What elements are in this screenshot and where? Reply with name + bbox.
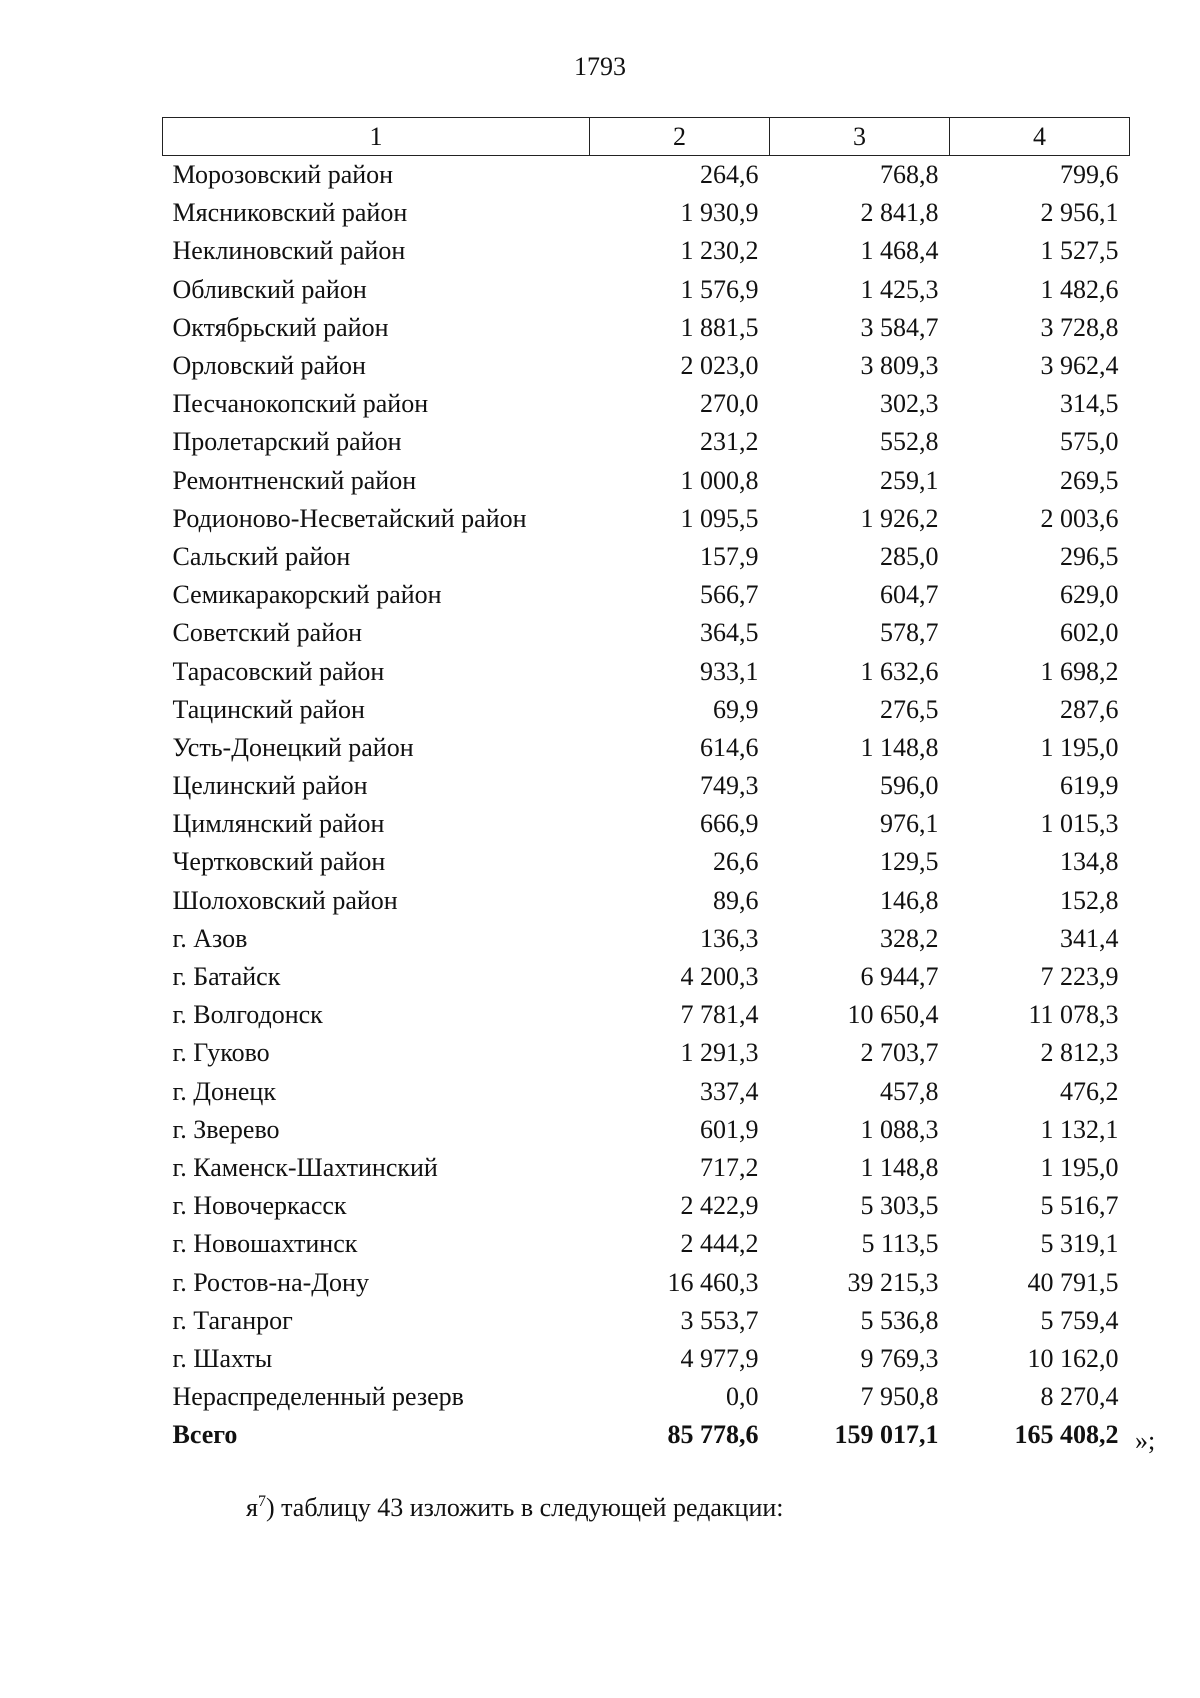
value-cell-col-3: 276,5: [880, 694, 939, 724]
row-label: Шолоховский район: [172, 885, 398, 915]
row-label: г. Гуково: [172, 1038, 270, 1068]
row-label: Песчанокопский район: [172, 389, 429, 419]
table-header: [163, 118, 1130, 156]
value-cell-col-4: 602,0: [1060, 618, 1119, 648]
row-label: Цимлянский район: [172, 809, 385, 839]
row-label: Морозовский район: [172, 160, 394, 190]
value-cell-col-3: 457,8: [880, 1076, 939, 1106]
value-cell-col-2: 2 023,0: [680, 351, 759, 381]
row-label: г. Азов: [172, 923, 248, 953]
value-cell-col-2: 337,4: [700, 1076, 759, 1106]
row-label: Ремонтненский район: [172, 465, 417, 495]
value-cell-col-4: 5 759,4: [1040, 1305, 1119, 1335]
value-cell-col-2: 1 095,5: [680, 503, 759, 533]
value-cell-col-3: 259,1: [880, 465, 939, 495]
value-cell-col-4: 3 728,8: [1040, 312, 1119, 342]
value-cell-col-3: 1 632,6: [860, 656, 939, 686]
row-label: Родионово-Несветайский район: [172, 503, 527, 533]
value-cell-col-4: 40 791,5: [1027, 1267, 1119, 1297]
table-row: [163, 194, 1130, 232]
row-label: Неклиновский район: [172, 236, 406, 266]
value-cell-col-2: 16 460,3: [667, 1267, 759, 1297]
table-row: [163, 1187, 1130, 1225]
table-header-row: [163, 118, 1130, 156]
value-cell-col-4: 314,5: [1060, 389, 1119, 419]
value-cell-col-4: 3 962,4: [1040, 351, 1119, 381]
value-cell-col-4: 11 078,3: [1028, 1000, 1119, 1030]
value-cell-col-3: 578,7: [880, 618, 939, 648]
table-row: [163, 958, 1130, 996]
budget-table-container: [162, 117, 1129, 1454]
row-label: Советский район: [172, 618, 363, 648]
column-header-2: 2: [590, 118, 770, 156]
value-cell-col-4: 1 132,1: [1040, 1114, 1119, 1144]
value-cell-col-3: 976,1: [880, 809, 939, 839]
table-row: [163, 1111, 1130, 1149]
row-label: Тарасовский район: [172, 656, 385, 686]
table-row: [163, 1149, 1130, 1187]
value-cell-col-4: 5 319,1: [1040, 1229, 1119, 1259]
value-cell-col-4: 287,6: [1060, 694, 1119, 724]
value-cell-col-2: 364,5: [700, 618, 759, 648]
row-label: г. Батайск: [172, 962, 281, 992]
total-value-col-4: 165 408,2: [1014, 1420, 1119, 1450]
value-cell-col-4: 629,0: [1060, 580, 1119, 610]
row-label: Обливский район: [172, 274, 367, 304]
value-cell-col-2: 601,9: [700, 1114, 759, 1144]
value-cell-col-4: 476,2: [1060, 1076, 1119, 1106]
value-cell-col-3: 3 584,7: [860, 312, 939, 342]
value-cell-col-4: 1 698,2: [1040, 656, 1119, 686]
row-label: Усть-Донецкий район: [172, 732, 414, 762]
value-cell-col-3: 5 303,5: [860, 1191, 939, 1221]
value-cell-col-3: 2 703,7: [860, 1038, 939, 1068]
value-cell-col-2: 270,0: [700, 389, 759, 419]
table-row: [163, 156, 1130, 195]
value-cell-col-4: 1 482,6: [1040, 274, 1119, 304]
table-row: [163, 1340, 1130, 1378]
row-label: Нераспределенный резерв: [172, 1382, 464, 1412]
table-row: [163, 462, 1130, 500]
table-row: [163, 347, 1130, 385]
value-cell-col-3: 1 425,3: [860, 274, 939, 304]
page-number: 1793: [574, 52, 626, 81]
table-row: [163, 309, 1130, 347]
value-cell-col-2: 4 200,3: [680, 962, 759, 992]
total-label: Всего: [172, 1420, 238, 1450]
table-row: [163, 1073, 1130, 1111]
value-cell-col-3: 1 148,8: [860, 1152, 939, 1182]
value-cell-col-3: 5 113,5: [861, 1229, 939, 1259]
value-cell-col-4: 134,8: [1060, 847, 1119, 877]
table-row: [163, 271, 1130, 309]
value-cell-col-3: 5 536,8: [860, 1305, 939, 1335]
row-label: Орловский район: [172, 351, 366, 381]
value-cell-col-3: 129,5: [880, 847, 939, 877]
value-cell-col-4: 1 195,0: [1040, 1152, 1119, 1182]
table-row: [163, 996, 1130, 1034]
value-cell-col-4: 2 003,6: [1040, 503, 1119, 533]
value-cell-col-2: 3 553,7: [680, 1305, 759, 1335]
row-label: г. Зверево: [172, 1114, 280, 1144]
table-row: [163, 1263, 1130, 1301]
table-row: [163, 882, 1130, 920]
value-cell-col-2: 1 291,3: [680, 1038, 759, 1068]
note-prefix: я: [246, 1493, 258, 1522]
value-cell-col-3: 6 944,7: [860, 962, 939, 992]
value-cell-col-2: 69,9: [713, 694, 759, 724]
value-cell-col-2: 1 000,8: [680, 465, 759, 495]
amendment-note: [246, 1490, 784, 1526]
column-header-1: 1: [163, 118, 590, 156]
row-label: г. Шахты: [172, 1343, 273, 1373]
value-cell-col-4: 1 195,0: [1040, 732, 1119, 762]
value-cell-col-3: 39 215,3: [847, 1267, 939, 1297]
table-row: [163, 729, 1130, 767]
value-cell-col-2: 136,3: [700, 923, 759, 953]
note-text: ) таблицу 43 изложить в следующей редакции:: [265, 1493, 784, 1522]
value-cell-col-4: 619,9: [1060, 771, 1119, 801]
table-row: [163, 538, 1130, 576]
row-label: Октябрьский район: [172, 312, 389, 342]
value-cell-col-2: 4 977,9: [680, 1343, 759, 1373]
value-cell-col-2: 1 881,5: [680, 312, 759, 342]
value-cell-col-3: 1 088,3: [860, 1114, 939, 1144]
value-cell-col-3: 768,8: [880, 160, 939, 190]
value-cell-col-2: 2 422,9: [680, 1191, 759, 1221]
table-row: [163, 1034, 1130, 1072]
row-label: г. Донецк: [172, 1076, 276, 1106]
column-header-3: 3: [770, 118, 950, 156]
value-cell-col-2: 26,6: [713, 847, 759, 877]
table-row: [163, 576, 1130, 614]
value-cell-col-3: 328,2: [880, 923, 939, 953]
value-cell-col-4: 10 162,0: [1027, 1343, 1119, 1373]
value-cell-col-3: 146,8: [880, 885, 939, 915]
table-row: [163, 232, 1130, 270]
value-cell-col-2: 717,2: [700, 1152, 759, 1182]
value-cell-col-3: 9 769,3: [860, 1343, 939, 1373]
value-cell-col-2: 264,6: [700, 160, 759, 190]
value-cell-col-4: 341,4: [1060, 923, 1119, 953]
value-cell-col-2: 231,2: [700, 427, 759, 457]
value-cell-col-4: 575,0: [1060, 427, 1119, 457]
table-row: [163, 1302, 1130, 1340]
row-label: Сальский район: [172, 541, 351, 571]
table-row: [163, 614, 1130, 652]
value-cell-col-3: 3 809,3: [860, 351, 939, 381]
table-row: [163, 652, 1130, 690]
value-cell-col-3: 302,3: [880, 389, 939, 419]
table-row: [163, 805, 1130, 843]
table-row: [163, 423, 1130, 461]
table-row: [163, 1225, 1130, 1263]
value-cell-col-4: 7 223,9: [1040, 962, 1119, 992]
value-cell-col-2: 7 781,4: [680, 1000, 759, 1030]
value-cell-col-3: 2 841,8: [860, 198, 939, 228]
row-label: г. Новошахтинск: [172, 1229, 358, 1259]
table-row: [163, 843, 1130, 881]
value-cell-col-3: 552,8: [880, 427, 939, 457]
value-cell-col-3: 285,0: [880, 541, 939, 571]
value-cell-col-3: 1 468,4: [860, 236, 939, 266]
value-cell-col-4: 1 527,5: [1040, 236, 1119, 266]
value-cell-col-3: 596,0: [880, 771, 939, 801]
table-body: [163, 156, 1130, 1455]
row-label: г. Ростов-на-Дону: [172, 1267, 369, 1297]
value-cell-col-4: 2 956,1: [1040, 198, 1119, 228]
value-cell-col-4: 799,6: [1060, 160, 1119, 190]
value-cell-col-4: 296,5: [1060, 541, 1119, 571]
value-cell-col-2: 1 230,2: [680, 236, 759, 266]
value-cell-col-3: 1 926,2: [860, 503, 939, 533]
row-label: Семикаракорский район: [172, 580, 442, 610]
row-label: Пролетарский район: [172, 427, 402, 457]
table-row: [163, 920, 1130, 958]
value-cell-col-4: 5 516,7: [1040, 1191, 1119, 1221]
value-cell-col-2: 614,6: [700, 732, 759, 762]
value-cell-col-2: 1 930,9: [680, 198, 759, 228]
value-cell-col-4: 1 015,3: [1040, 809, 1119, 839]
note-superscript: 7: [257, 1493, 266, 1510]
value-cell-col-4: 269,5: [1060, 465, 1119, 495]
row-label: Целинский район: [172, 771, 368, 801]
row-label: Тацинский район: [172, 694, 365, 724]
value-cell-col-3: 604,7: [880, 580, 939, 610]
value-cell-col-4: 2 812,3: [1040, 1038, 1119, 1068]
value-cell-col-2: 157,9: [700, 541, 759, 571]
value-cell-col-2: 1 576,9: [680, 274, 759, 304]
value-cell-col-2: 2 444,2: [680, 1229, 759, 1259]
value-cell-col-2: 0,0: [726, 1382, 759, 1412]
value-cell-col-4: 152,8: [1060, 885, 1119, 915]
total-value-col-3: 159 017,1: [834, 1420, 939, 1450]
row-label: г. Таганрог: [172, 1305, 293, 1335]
value-cell-col-4: 8 270,4: [1040, 1382, 1119, 1412]
value-cell-col-2: 666,9: [700, 809, 759, 839]
value-cell-col-3: 7 950,8: [860, 1382, 939, 1412]
value-cell-col-2: 933,1: [700, 656, 759, 686]
value-cell-col-3: 10 650,4: [847, 1000, 939, 1030]
value-cell-col-2: 89,6: [713, 885, 759, 915]
budget-table: [162, 117, 1130, 1454]
column-header-4: 4: [950, 118, 1130, 156]
row-label: г. Новочеркасск: [172, 1191, 347, 1221]
row-label: г. Волгодонск: [172, 1000, 323, 1030]
table-row: [163, 1378, 1130, 1416]
value-cell-col-2: 749,3: [700, 771, 759, 801]
value-cell-col-3: 1 148,8: [860, 732, 939, 762]
total-value-col-2: 85 778,6: [667, 1420, 759, 1450]
total-row: [163, 1416, 1130, 1454]
table-row: [163, 691, 1130, 729]
row-label: г. Каменск-Шахтинский: [172, 1152, 438, 1182]
table-row: [163, 500, 1130, 538]
row-label: Чертковский район: [172, 847, 386, 877]
table-row: [163, 385, 1130, 423]
total-closing-quote: »;: [1135, 1426, 1156, 1455]
row-label: Мясниковский район: [172, 198, 408, 228]
table-row: [163, 767, 1130, 805]
value-cell-col-2: 566,7: [700, 580, 759, 610]
